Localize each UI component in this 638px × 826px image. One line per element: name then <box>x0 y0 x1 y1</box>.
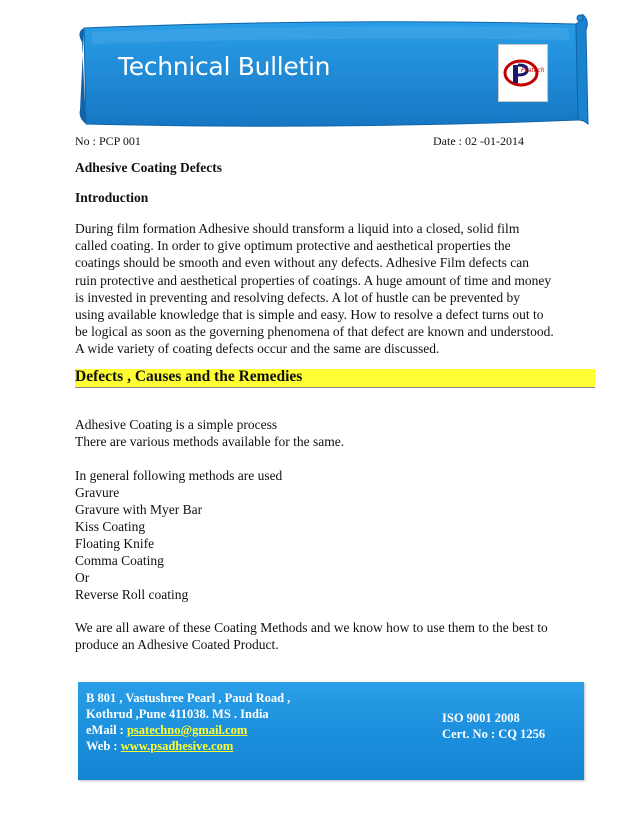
website-link[interactable]: www.psadhesive.com <box>120 739 234 753</box>
address-line: Kothrud ,Pune 411038. MS . India <box>86 707 269 721</box>
intro-line: called coating. In order to give optimum protective and aesthetical properties the <box>75 238 511 254</box>
email-link[interactable]: psatechno@gmail.com <box>126 723 248 737</box>
intro-line: coatings should be smooth and even without any defects. Adhesive Film defects can <box>75 255 530 271</box>
bulletin-date: Date : 02 -01-2014 <box>433 134 524 148</box>
footer-address <box>86 690 290 754</box>
footer-contact-banner <box>78 682 584 780</box>
methods-list <box>75 467 595 603</box>
intro-line: ruin protective and aesthetical properties of coatings. A huge amount of time and money <box>75 272 552 288</box>
process-line: There are various methods available for the same. <box>75 434 345 449</box>
cert-number: Cert. No : CQ 1256 <box>442 727 546 741</box>
process-paragraph <box>75 416 595 450</box>
intro-line: using available knowledge that is simple and easy. How to resolve a defect turns out to <box>75 307 544 323</box>
intro-line: is invested in preventing and resolving defects. A lot of hustle can be prevented by <box>75 289 521 305</box>
web-row <box>86 738 290 754</box>
closing-line: produce an Adhesive Coated Product. <box>75 637 279 652</box>
list-item: Kiss Coating <box>75 519 146 534</box>
defects-heading-bar <box>75 369 595 388</box>
header-banner <box>78 14 590 138</box>
list-item: Comma Coating <box>75 553 164 568</box>
email-row <box>86 722 290 738</box>
list-item: Reverse Roll coating <box>75 587 189 602</box>
bulletin-number: No : PCP 001 <box>75 134 141 148</box>
list-item: Gravure with Myer Bar <box>75 502 203 517</box>
list-item: Floating Knife <box>75 536 155 551</box>
defects-heading: Defects , Causes and the Remedies <box>75 368 303 385</box>
address-line: B 801 , Vastushree Pearl , Paud Road , <box>86 691 291 705</box>
process-line: Adhesive Coating is a simple process <box>75 417 278 432</box>
bulletin-title: Technical Bulletin <box>118 52 331 81</box>
intro-line: A wide variety of coating defects occur and the same are discussed. <box>75 341 440 357</box>
bulletin-meta <box>75 134 595 150</box>
introduction-heading: Introduction <box>75 190 149 205</box>
closing-line: We are all aware of these Coating Methods and we know how to use them to the best to <box>75 620 548 635</box>
list-item: Gravure <box>75 485 120 500</box>
methods-intro: In general following methods are used <box>75 468 283 483</box>
footer-certification <box>442 710 545 742</box>
introduction-paragraph <box>75 220 595 358</box>
document-title: Adhesive Coating Defects <box>75 160 222 175</box>
iso-label: ISO 9001 2008 <box>442 711 520 725</box>
closing-paragraph <box>75 619 595 653</box>
intro-line: During film formation Adhesive should transform a liquid into a closed, solid film <box>75 221 520 236</box>
intro-line: be logical as soon as the governing phenomena of that defect are known and understood. <box>75 324 554 340</box>
list-item: Or <box>75 570 90 585</box>
logo-wordmark: Psatech <box>521 67 545 74</box>
email-label: eMail : <box>86 723 127 737</box>
company-logo <box>498 44 548 102</box>
web-label: Web : <box>86 739 121 753</box>
